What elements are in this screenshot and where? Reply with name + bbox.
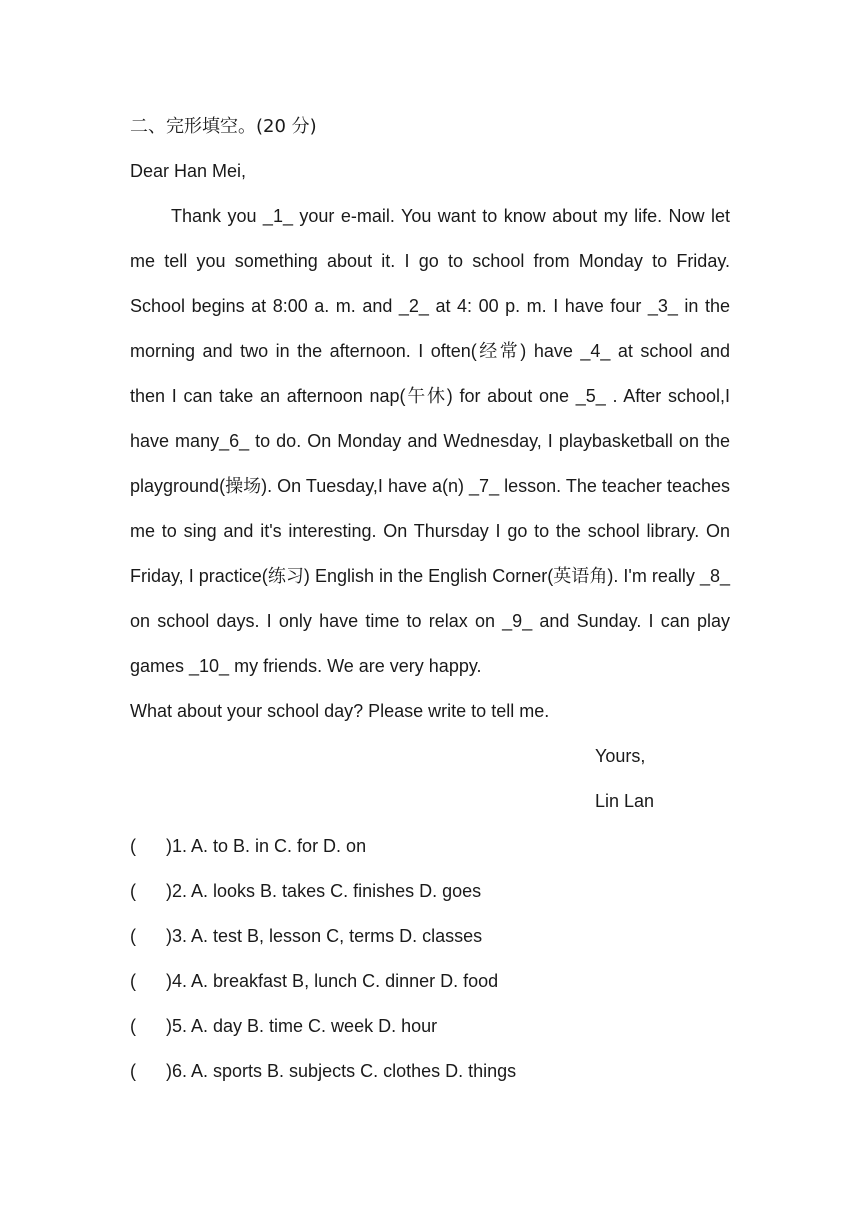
answer-blank[interactable]: (	[130, 1061, 136, 1081]
letter-greeting: Dear Han Mei,	[130, 161, 247, 181]
letter-signature: Lin Lan	[595, 791, 655, 811]
question-item	[130, 1049, 730, 1094]
question-item	[130, 914, 730, 959]
section-heading: 二、完形填空。(20 分)	[130, 116, 317, 137]
letter-body: Thank you _1_ your e-mail. You want to know about my life. Now let me tell you something about it. I go to school from Monday to Friday. School begins at 8:00 a. m. and _2_ at 4: 00 p. m. I have four _3_ in the morning and two in the afternoon. I often(经常) have _4_ at school and then I can take an afternoon nap(午休) for about one _5_ . After school,I have many_6_ to do. On Monday and Wednesday, I playbasketball on the playground(操场). On Tuesday,I have a(n) _7_ lesson. The teacher teaches me to sing and it's interesting. On Thursday I go to the school library. On Friday, I practice(练习) English in the English Corner(英语角). I'm really _8_ on school days. I only have time to relax on _9_ and Sunday. I can play games _10_ my friends. We are very happy.	[130, 206, 730, 676]
question-item	[130, 959, 730, 1004]
worksheet-page	[130, 104, 730, 1094]
question-text: )6. A. sports B. subjects C. clothes D. things	[166, 1061, 517, 1081]
question-text: )2. A. looks B. takes C. finishes D. goes	[166, 881, 482, 901]
question-text: )1. A. to B. in C. for D. on	[166, 836, 367, 856]
question-text: )4. A. breakfast B, lunch C. dinner D. food	[166, 971, 499, 991]
answer-blank[interactable]: (	[130, 926, 136, 946]
answer-blank[interactable]: (	[130, 836, 136, 856]
question-text: )3. A. test B, lesson C, terms D. classes	[166, 926, 483, 946]
question-item	[130, 869, 730, 914]
question-text: )5. A. day B. time C. week D. hour	[166, 1016, 438, 1036]
question-list	[130, 824, 730, 1094]
answer-blank[interactable]: (	[130, 971, 136, 991]
question-item	[130, 1004, 730, 1049]
answer-blank[interactable]: (	[130, 1016, 136, 1036]
question-item	[130, 824, 730, 869]
letter-signoff: Yours,	[595, 746, 646, 766]
answer-blank[interactable]: (	[130, 881, 136, 901]
letter-closing-question: What about your school day? Please write to tell me.	[130, 701, 550, 721]
